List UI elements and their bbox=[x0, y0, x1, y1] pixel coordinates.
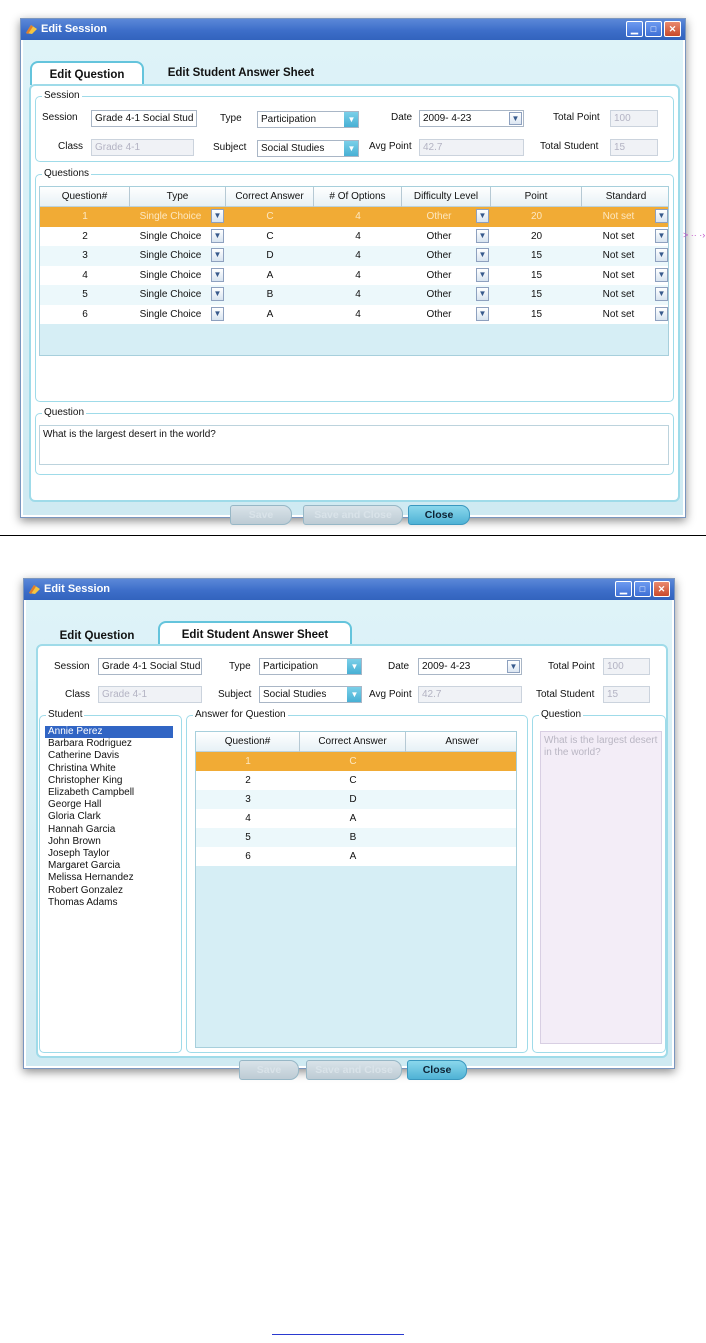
student-list-item[interactable]: Melissa Hernandez bbox=[48, 872, 134, 884]
column-header-difficulty[interactable]: Difficulty Level bbox=[402, 187, 491, 207]
question-row[interactable] bbox=[40, 227, 668, 247]
calendar-dropdown-icon[interactable]: ▼ bbox=[507, 660, 520, 673]
questions-table bbox=[39, 186, 669, 356]
tab-edit-student-answer-sheet[interactable]: Edit Student Answer Sheet bbox=[167, 67, 315, 79]
total-student-label: Total Student bbox=[536, 689, 595, 700]
question-cell-type[interactable]: Single Choice bbox=[139, 211, 202, 222]
student-list-item[interactable]: Hannah Garcia bbox=[48, 823, 116, 835]
question-row[interactable] bbox=[40, 285, 668, 305]
question-cell-options: 4 bbox=[355, 308, 361, 320]
chevron-down-icon[interactable]: ▼ bbox=[211, 307, 224, 321]
question-cell-standard[interactable]: Not set bbox=[602, 289, 635, 300]
subject-select-value: Social Studies bbox=[263, 689, 327, 700]
answer-row[interactable] bbox=[196, 752, 516, 771]
date-label: Date bbox=[388, 661, 410, 672]
questions-table-header bbox=[40, 187, 668, 207]
question-cell-type[interactable]: Single Choice bbox=[139, 269, 202, 281]
question-cell-options: 4 bbox=[355, 211, 361, 222]
question-legend: Question bbox=[541, 709, 582, 720]
tab-edit-question[interactable]: Edit Question bbox=[30, 61, 144, 85]
chevron-down-icon[interactable]: ▼ bbox=[655, 229, 668, 243]
tab-panel bbox=[29, 84, 680, 502]
answer-cell-given[interactable] bbox=[406, 828, 517, 847]
student-list-item[interactable]: Barbara Rodriguez bbox=[48, 738, 132, 750]
session-field[interactable]: Grade 4-1 Social Stud bbox=[91, 110, 197, 127]
subject-select[interactable] bbox=[257, 140, 359, 157]
question-row[interactable] bbox=[40, 246, 668, 266]
question-cell-difficulty[interactable]: Other bbox=[426, 269, 452, 281]
answer-cell-num: 5 bbox=[245, 832, 251, 843]
total-point-field: 100 bbox=[610, 110, 658, 127]
question-text-area: What is the largest desert in the world? bbox=[540, 731, 662, 1044]
answer-row[interactable] bbox=[196, 828, 516, 847]
save-button[interactable]: Save bbox=[239, 1060, 299, 1080]
column-header-question-num[interactable]: Question# bbox=[40, 187, 130, 207]
chevron-down-icon[interactable]: ▼ bbox=[476, 307, 489, 321]
student-legend: Student bbox=[48, 709, 83, 720]
student-list-item[interactable]: Catherine Davis bbox=[48, 750, 120, 762]
answer-cell-given[interactable] bbox=[406, 847, 517, 866]
question-cell-point: 15 bbox=[530, 289, 543, 300]
question-cell-point: 20 bbox=[530, 211, 543, 222]
minimize-icon[interactable]: ▁ bbox=[626, 21, 643, 37]
answer-cell-answer: D bbox=[349, 794, 357, 805]
answer-cell-given[interactable] bbox=[406, 771, 517, 790]
student-list-item[interactable]: Christina White bbox=[48, 762, 116, 774]
maximize-icon[interactable]: □ bbox=[645, 21, 662, 37]
dialog-body bbox=[26, 600, 672, 1076]
question-cell-options: 4 bbox=[355, 250, 361, 261]
type-select[interactable] bbox=[257, 111, 359, 128]
question-cell-type[interactable]: Single Choice bbox=[139, 308, 202, 320]
question-cell-type[interactable]: Single Choice bbox=[139, 230, 202, 242]
student-list-item[interactable]: George Hall bbox=[48, 799, 102, 811]
question-cell-point: 15 bbox=[530, 308, 543, 320]
question-text-area[interactable]: What is the largest desert in the world? bbox=[39, 425, 669, 465]
question-cell-standard[interactable]: Not set bbox=[602, 211, 635, 222]
tab-panel bbox=[36, 644, 668, 1058]
question-group bbox=[35, 407, 674, 475]
minimize-icon[interactable]: ▁ bbox=[615, 581, 632, 597]
date-value: 2009- 4-23 bbox=[423, 113, 472, 124]
chevron-down-icon[interactable]: ▼ bbox=[347, 686, 362, 703]
class-label: Class bbox=[58, 141, 84, 152]
chevron-down-icon[interactable]: ▼ bbox=[655, 248, 668, 262]
answers-table-header bbox=[196, 732, 516, 752]
column-header-correct-answer[interactable]: Correct Answer bbox=[300, 732, 406, 752]
total-point-label: Total Point bbox=[553, 112, 600, 123]
question-cell-difficulty[interactable]: Other bbox=[426, 211, 452, 222]
question-cell-num: 3 bbox=[82, 250, 88, 261]
calendar-dropdown-icon[interactable]: ▼ bbox=[509, 112, 522, 125]
session-field[interactable]: Grade 4-1 Social Stud bbox=[98, 658, 202, 675]
type-label: Type bbox=[229, 661, 251, 672]
title-bar[interactable] bbox=[24, 579, 674, 600]
question-cell-answer: A bbox=[266, 308, 274, 320]
student-list-item[interactable]: Margaret Garcia bbox=[48, 860, 121, 872]
student-list-item[interactable]: Joseph Taylor bbox=[48, 848, 110, 859]
question-group bbox=[532, 709, 666, 1053]
student-list bbox=[45, 726, 173, 926]
total-point-label: Total Point bbox=[548, 661, 595, 672]
question-cell-answer: D bbox=[266, 250, 274, 261]
session-group bbox=[35, 90, 674, 162]
column-header-standard[interactable]: Standard bbox=[605, 191, 647, 202]
student-list-item[interactable]: Elizabeth Campbell bbox=[48, 787, 135, 798]
save-and-close-button[interactable]: Save and Close bbox=[306, 1060, 402, 1080]
answer-cell-num: 6 bbox=[245, 851, 251, 862]
question-cell-type[interactable]: Single Choice bbox=[139, 250, 202, 261]
student-list-item[interactable]: Gloria Clark bbox=[48, 811, 101, 823]
question-cell-difficulty[interactable]: Other bbox=[426, 250, 452, 261]
chevron-down-icon[interactable]: ▼ bbox=[344, 111, 359, 128]
question-cell-options: 4 bbox=[355, 230, 361, 242]
avg-point-label: Avg Point bbox=[369, 141, 412, 152]
session-label: Session bbox=[42, 112, 78, 123]
chevron-down-icon[interactable]: ▼ bbox=[655, 287, 668, 301]
subject-select-value: Social Studies bbox=[261, 143, 325, 154]
avg-point-label: Avg Point bbox=[369, 689, 412, 700]
chevron-down-icon[interactable]: ▼ bbox=[347, 658, 362, 675]
session-label: Session bbox=[54, 661, 90, 672]
screen-divider bbox=[0, 535, 706, 536]
column-header-question-num[interactable]: Question# bbox=[196, 732, 300, 752]
question-cell-answer: B bbox=[266, 289, 274, 300]
close-icon[interactable]: ✕ bbox=[664, 21, 681, 37]
student-list-item[interactable]: Thomas Adams bbox=[48, 896, 118, 908]
edit-session-window-2 bbox=[23, 578, 675, 1076]
questions-legend: Questions bbox=[44, 168, 90, 179]
column-header-options[interactable]: # Of Options bbox=[314, 187, 402, 207]
student-list-item[interactable]: Robert Gonzalez bbox=[48, 884, 124, 896]
subject-label: Subject bbox=[218, 689, 252, 700]
chevron-down-icon[interactable]: ▼ bbox=[476, 248, 489, 262]
answer-cell-num: 1 bbox=[245, 756, 251, 767]
answer-cell-num: 3 bbox=[245, 794, 251, 805]
chevron-down-icon[interactable]: ▼ bbox=[211, 209, 224, 223]
chevron-down-icon[interactable]: ▼ bbox=[655, 209, 668, 223]
chevron-down-icon[interactable]: ▼ bbox=[476, 229, 489, 243]
date-label: Date bbox=[391, 112, 413, 123]
edit-session-window bbox=[20, 18, 686, 521]
answer-cell-answer: C bbox=[349, 775, 357, 786]
column-header-point[interactable]: Point bbox=[491, 187, 582, 207]
question-cell-answer: A bbox=[266, 269, 274, 281]
question-cell-type[interactable]: Single Choice bbox=[139, 289, 202, 300]
chevron-down-icon[interactable]: ▼ bbox=[476, 287, 489, 301]
save-and-close-button[interactable]: Save and Close bbox=[303, 505, 403, 525]
answer-group bbox=[186, 709, 528, 1053]
column-header-correct-answer[interactable]: Correct Answer bbox=[226, 187, 314, 207]
answer-row[interactable] bbox=[196, 847, 516, 866]
chevron-down-icon[interactable]: ▼ bbox=[655, 268, 668, 282]
type-select-value: Participation bbox=[263, 661, 319, 672]
question-cell-num: 1 bbox=[82, 211, 88, 222]
answer-cell-answer: A bbox=[349, 851, 357, 862]
session-legend: Session bbox=[44, 90, 80, 101]
date-picker[interactable] bbox=[418, 658, 522, 675]
answer-cell-given[interactable] bbox=[406, 809, 517, 828]
cursor-indicator: > ·· ·› bbox=[683, 230, 706, 240]
tab-edit-question[interactable]: Edit Question bbox=[59, 630, 135, 642]
chevron-down-icon[interactable]: ▼ bbox=[211, 287, 224, 301]
questions-group bbox=[35, 168, 674, 402]
answer-legend: Answer for Question bbox=[195, 709, 286, 720]
type-select[interactable] bbox=[259, 658, 362, 675]
window-title: Edit Session bbox=[41, 23, 108, 35]
question-cell-options: 4 bbox=[355, 289, 361, 300]
student-list-item[interactable]: Christopher King bbox=[48, 774, 123, 786]
question-cell-point: 15 bbox=[530, 269, 543, 281]
question-cell-num: 2 bbox=[82, 230, 88, 242]
chevron-down-icon[interactable]: ▼ bbox=[211, 248, 224, 262]
app-icon bbox=[25, 23, 38, 35]
maximize-icon[interactable]: □ bbox=[634, 581, 651, 597]
column-header-answer[interactable]: Answer bbox=[445, 736, 479, 747]
window-title: Edit Session bbox=[44, 583, 111, 595]
chevron-down-icon[interactable]: ▼ bbox=[655, 307, 668, 321]
question-cell-standard[interactable]: Not set bbox=[602, 308, 635, 320]
date-picker[interactable] bbox=[419, 110, 524, 127]
answer-cell-given[interactable] bbox=[406, 752, 517, 771]
class-label: Class bbox=[65, 689, 91, 700]
close-icon[interactable]: ✕ bbox=[653, 581, 670, 597]
answer-cell-given[interactable] bbox=[406, 790, 517, 809]
date-value: 2009- 4-23 bbox=[422, 661, 471, 672]
chevron-down-icon[interactable]: ▼ bbox=[211, 229, 224, 243]
close-button[interactable]: Close bbox=[408, 505, 470, 525]
type-select-value: Participation bbox=[261, 114, 317, 125]
total-student-field: 15 bbox=[610, 139, 658, 156]
question-cell-answer: C bbox=[266, 211, 274, 222]
answer-cell-num: 4 bbox=[245, 813, 251, 824]
question-cell-difficulty[interactable]: Other bbox=[426, 308, 452, 320]
student-list-item[interactable]: Annie Perez bbox=[45, 726, 173, 738]
question-legend: Question bbox=[44, 407, 85, 418]
student-list-item[interactable]: John Brown bbox=[48, 835, 101, 847]
answer-row[interactable] bbox=[196, 790, 516, 809]
question-cell-options: 4 bbox=[355, 269, 361, 281]
answer-cell-answer: B bbox=[349, 832, 357, 843]
question-cell-point: 20 bbox=[530, 230, 543, 242]
question-cell-difficulty[interactable]: Other bbox=[426, 230, 452, 242]
avg-point-field: 42.7 bbox=[419, 139, 524, 156]
answer-cell-answer: A bbox=[349, 813, 357, 824]
question-cell-standard[interactable]: Not set bbox=[602, 230, 635, 242]
footer-link-underline bbox=[272, 1334, 404, 1335]
type-label: Type bbox=[220, 113, 242, 124]
title-bar[interactable] bbox=[21, 19, 685, 40]
answer-row[interactable] bbox=[196, 771, 516, 790]
question-cell-answer: C bbox=[266, 230, 274, 242]
question-cell-num: 6 bbox=[82, 308, 88, 320]
chevron-down-icon[interactable]: ▼ bbox=[476, 268, 489, 282]
answer-cell-num: 2 bbox=[245, 775, 251, 786]
student-group bbox=[39, 709, 182, 1053]
question-row[interactable] bbox=[40, 305, 668, 325]
question-cell-point: 15 bbox=[530, 250, 543, 261]
close-button[interactable]: Close bbox=[407, 1060, 467, 1080]
chevron-down-icon[interactable]: ▼ bbox=[211, 268, 224, 282]
question-row[interactable] bbox=[40, 266, 668, 286]
subject-label: Subject bbox=[213, 142, 247, 153]
chevron-down-icon[interactable]: ▼ bbox=[476, 209, 489, 223]
chevron-down-icon[interactable]: ▼ bbox=[344, 140, 359, 157]
question-row[interactable] bbox=[40, 207, 668, 227]
question-cell-standard[interactable]: Not set bbox=[602, 250, 635, 261]
total-point-field: 100 bbox=[603, 658, 650, 675]
question-cell-num: 4 bbox=[82, 269, 88, 281]
question-cell-difficulty[interactable]: Other bbox=[426, 289, 452, 300]
class-field: Grade 4-1 bbox=[91, 139, 194, 156]
subject-select[interactable] bbox=[259, 686, 362, 703]
class-field: Grade 4-1 bbox=[98, 686, 202, 703]
answer-row[interactable] bbox=[196, 809, 516, 828]
total-student-label: Total Student bbox=[540, 141, 599, 152]
app-icon bbox=[28, 583, 41, 595]
tab-edit-student-answer-sheet[interactable]: Edit Student Answer Sheet bbox=[158, 621, 352, 645]
question-cell-standard[interactable]: Not set bbox=[602, 269, 635, 281]
total-student-field: 15 bbox=[603, 686, 650, 703]
question-cell-num: 5 bbox=[82, 289, 88, 300]
answer-cell-answer: C bbox=[349, 756, 357, 767]
dialog-body bbox=[23, 40, 683, 521]
answers-table bbox=[195, 731, 517, 1048]
save-button[interactable]: Save bbox=[230, 505, 292, 525]
avg-point-field: 42.7 bbox=[418, 686, 522, 703]
column-header-type[interactable]: Type bbox=[130, 187, 226, 207]
